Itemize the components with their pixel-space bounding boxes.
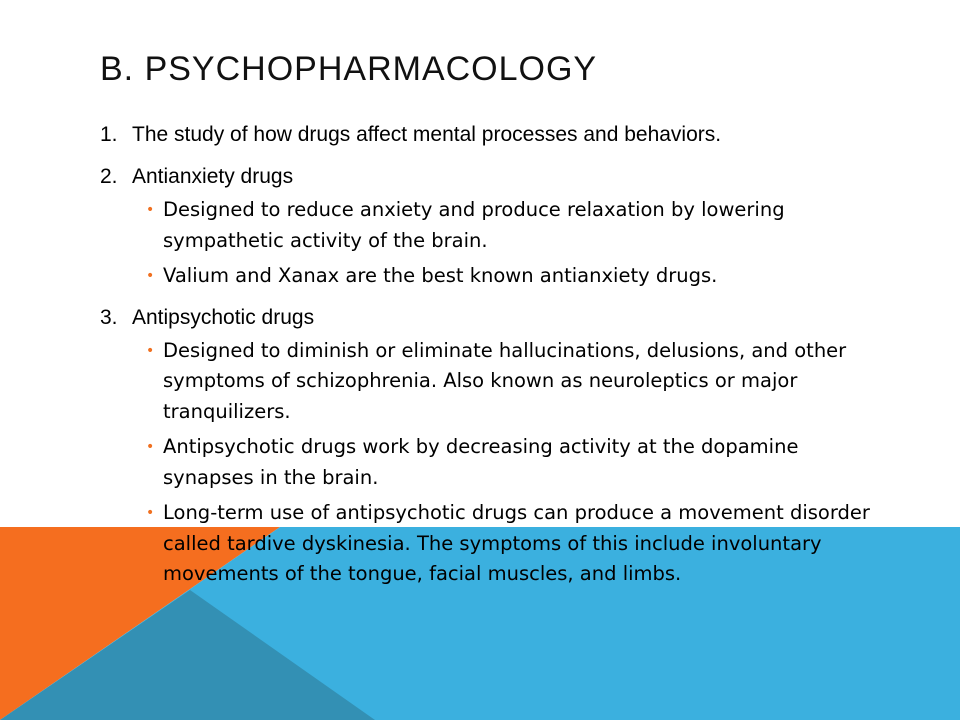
bullet-text: Valium and Xanax are the best known antianxiety drugs. (163, 264, 718, 287)
numbered-item-1 (100, 118, 880, 151)
bullet-item (132, 498, 880, 590)
slide-body (100, 118, 880, 595)
bullet-dot-icon: • (146, 505, 155, 521)
bullet-text: Designed to reduce anxiety and produce relaxation by lowering sympathetic activity of the brain. (163, 198, 785, 252)
item-text: The study of how drugs affect mental processes and behaviors. (132, 123, 722, 146)
item-text: Antianxiety drugs (132, 165, 294, 188)
numbered-item-3 (100, 301, 880, 590)
bullet-list (132, 336, 880, 590)
bullet-dot-icon: • (146, 439, 155, 455)
slide-title: B. PSYCHOPHARMACOLOGY (100, 50, 598, 88)
bullet-text: Designed to diminish or eliminate hallucinations, delusions, and other symptoms of schizophrenia. Also known as neuroleptics or major tranquilizers. (163, 338, 847, 423)
bullet-dot-icon: • (146, 342, 155, 359)
item-number: 1. (100, 123, 118, 146)
bullet-list (132, 195, 880, 292)
item-number: 2. (100, 165, 118, 188)
bullet-dot-icon: • (146, 268, 155, 284)
bullet-item (132, 432, 880, 493)
item-number: 3. (100, 305, 118, 329)
bullet-text: Long-term use of antipsychotic drugs can produce a movement disorder called tardive dyskinesia. The symptoms of this include involuntary movements of the tongue, facial muscles, and limbs. (163, 501, 870, 585)
bullet-item (132, 195, 880, 256)
bullet-item (132, 336, 880, 428)
numbered-item-2 (100, 160, 880, 292)
bullet-item (132, 261, 880, 292)
bullet-text: Antipsychotic drugs work by decreasing activity at the dopamine synapses in the brain. (163, 435, 799, 489)
bullet-dot-icon: • (146, 202, 155, 218)
item-text: Antipsychotic drugs (132, 305, 315, 329)
